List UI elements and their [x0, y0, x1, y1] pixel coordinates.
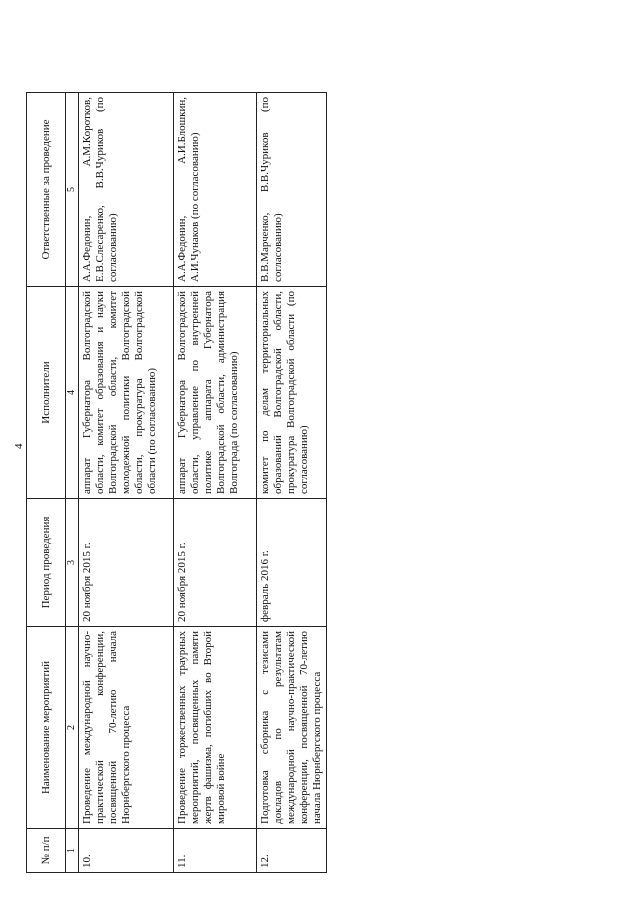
header-event-name: Наименование мероприятий	[27, 627, 66, 829]
event-name: Подготовка сборника с тезисами докладов по результатам международной научно-практической конференции, посвященной 70-летию начала Нюрнбергского процесса	[257, 627, 327, 829]
event-executors: аппарат Губернатора Волгоградской области, комитет образования и науки Волгоградской области, комитет молодежной политики Волгоградской области, прокуратура Волгоградской области (по согласованию)	[79, 287, 174, 499]
event-period: 20 ноября 2015 г.	[174, 499, 257, 627]
column-number: 1	[66, 829, 79, 873]
header-number: № п/п	[27, 829, 66, 873]
header-executors: Исполнители	[27, 287, 66, 499]
column-number: 2	[66, 627, 79, 829]
column-number: 4	[66, 287, 79, 499]
events-table	[26, 92, 327, 873]
table-header-row	[27, 93, 66, 873]
column-number: 3	[66, 499, 79, 627]
table-row	[257, 93, 327, 873]
column-number-row	[66, 93, 79, 873]
header-period: Период проведения	[27, 499, 66, 627]
event-responsible: А.А.Федонин, А.М.Коротков, Е.В.Слесаренко, В.В.Чуриков (по согласованию)	[79, 93, 174, 287]
row-number: 10.	[79, 829, 174, 873]
row-number: 12.	[257, 829, 327, 873]
event-period: 20 ноября 2015 г.	[79, 499, 174, 627]
event-executors: аппарат Губернатора Волгоградской области, управление по внутренней политике аппарата Губернатора Волгоградской области, администрация Волгограда (по согласованию)	[174, 287, 257, 499]
event-executors: комитет по делам территориальных образований Волгоградской области, прокуратура Волгоградской области (по согласованию)	[257, 287, 327, 499]
event-name: Проведение международной научно-практической конференции, посвященной 70-летию начала Нюрнбергского процесса	[79, 627, 174, 829]
row-number: 11.	[174, 829, 257, 873]
event-responsible: В.В.Марченко, В.В.Чуриков (по согласованию)	[257, 93, 327, 287]
event-period: февраль 2016 г.	[257, 499, 327, 627]
page-number: 4	[13, 443, 25, 449]
event-name: Проведение торжественных траурных мероприятий, посвященных памяти жертв фашизма, погибших во Второй мировой войне	[174, 627, 257, 829]
column-number: 5	[66, 93, 79, 287]
table-row	[174, 93, 257, 873]
event-responsible: А.А.Федонин, А.И.Блошкин, А.И.Чунаков (по согласованию)	[174, 93, 257, 287]
rotated-page-content	[26, 93, 323, 873]
table-row	[79, 93, 174, 873]
header-responsible: Ответственные за проведение	[27, 93, 66, 287]
